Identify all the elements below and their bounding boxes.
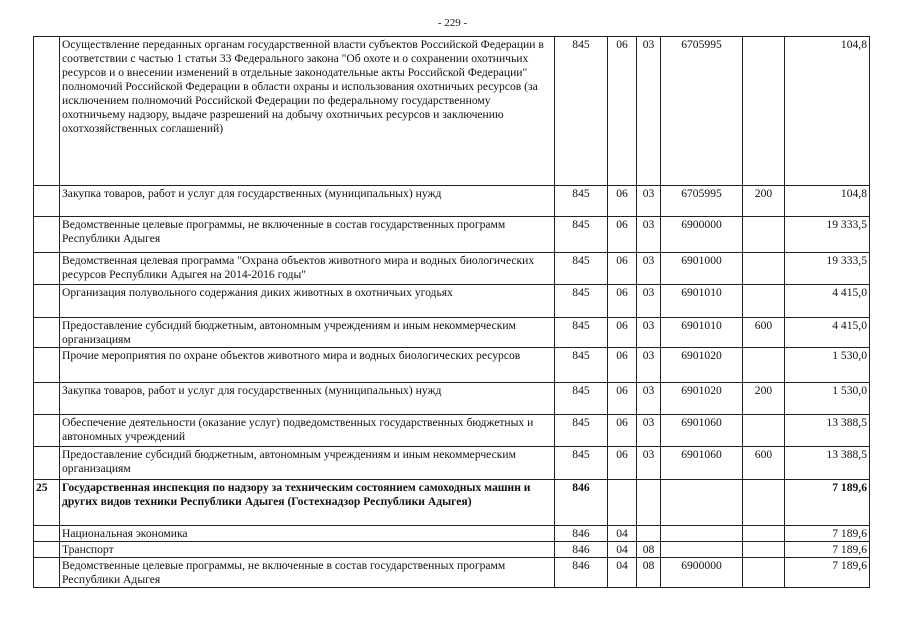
table-row <box>34 526 870 542</box>
budget-table <box>33 36 870 588</box>
row-name: Закупка товаров, работ и услуг для государственных (муниципальных) нужд <box>60 186 555 217</box>
row-pr-code: 08 <box>637 558 661 588</box>
row-vr-code <box>743 558 785 588</box>
row-amount: 4 415,0 <box>785 318 870 348</box>
row-pr-code: 03 <box>637 285 661 318</box>
row-amount: 7 189,6 <box>785 558 870 588</box>
row-index <box>34 253 60 285</box>
row-csr-code <box>661 542 743 558</box>
row-name: Ведомственная целевая программа "Охрана объектов животного мира и водных биологических ресурсов Республики Адыгея на 2014-2016 годы" <box>60 253 555 285</box>
row-vr-code: 600 <box>743 447 785 480</box>
row-csr-code: 6900000 <box>661 558 743 588</box>
row-rz-code: 06 <box>608 253 637 285</box>
table-row <box>34 37 870 186</box>
row-name: Предоставление субсидий бюджетным, автономным учреждениям и иным некоммерческим организациям <box>60 447 555 480</box>
row-amount: 13 388,5 <box>785 447 870 480</box>
row-name: Обеспечение деятельности (оказание услуг) подведомственных государственных бюджетных и автономных учреждений <box>60 415 555 447</box>
row-vr-code: 200 <box>743 383 785 415</box>
table-row <box>34 217 870 253</box>
table-row <box>34 318 870 348</box>
row-ved-code: 845 <box>555 447 608 480</box>
row-index <box>34 447 60 480</box>
row-csr-code <box>661 526 743 542</box>
table-row <box>34 253 870 285</box>
row-vr-code <box>743 480 785 526</box>
row-index <box>34 542 60 558</box>
row-ved-code: 846 <box>555 542 608 558</box>
row-csr-code: 6901060 <box>661 447 743 480</box>
row-vr-code <box>743 542 785 558</box>
row-rz-code: 04 <box>608 542 637 558</box>
row-csr-code: 6705995 <box>661 186 743 217</box>
row-rz-code: 06 <box>608 415 637 447</box>
row-csr-code: 6901010 <box>661 285 743 318</box>
row-ved-code: 845 <box>555 285 608 318</box>
row-name: Предоставление субсидий бюджетным, автономным учреждениям и иным некоммерческим организациям <box>60 318 555 348</box>
row-rz-code: 04 <box>608 558 637 588</box>
row-vr-code <box>743 348 785 383</box>
row-rz-code: 06 <box>608 348 637 383</box>
row-pr-code: 08 <box>637 542 661 558</box>
row-vr-code: 600 <box>743 318 785 348</box>
row-index <box>34 383 60 415</box>
table-row <box>34 186 870 217</box>
page-number: - 229 - <box>437 17 468 29</box>
row-amount: 7 189,6 <box>785 480 870 526</box>
row-index <box>34 186 60 217</box>
row-amount: 104,8 <box>785 37 870 186</box>
row-index <box>34 415 60 447</box>
table-row <box>34 542 870 558</box>
row-name: Транспорт <box>60 542 555 558</box>
row-pr-code: 03 <box>637 447 661 480</box>
row-pr-code: 03 <box>637 383 661 415</box>
row-amount: 1 530,0 <box>785 383 870 415</box>
row-vr-code <box>743 37 785 186</box>
row-pr-code <box>637 480 661 526</box>
row-amount: 13 388,5 <box>785 415 870 447</box>
row-ved-code: 845 <box>555 415 608 447</box>
row-index <box>34 285 60 318</box>
row-index: 25 <box>34 480 60 526</box>
row-rz-code: 06 <box>608 186 637 217</box>
table-row <box>34 383 870 415</box>
row-amount: 1 530,0 <box>785 348 870 383</box>
row-amount: 19 333,5 <box>785 217 870 253</box>
row-rz-code: 06 <box>608 447 637 480</box>
row-name: Осуществление переданных органам государственной власти субъектов Российской Федерации в соответствии с частью 1 статьи 33 Федерального закона "Об охоте и о сохранении охотничьих ресурсов и о внесении изменений в отдельные законодательные акты Российской Федерации" полномочий Российской Федерации в области охраны и использования охотничьих ресурсов (за исключением полномочий Российской Федерации по федеральному государственному охотничьему надзору, выдаче разрешений на добычу охотничьих ресурсов и заключению охотхозяйственных соглашений) <box>60 37 555 186</box>
row-name: Ведомственные целевые программы, не включенные в состав государственных программ Республики Адыгея <box>60 217 555 253</box>
row-pr-code: 03 <box>637 37 661 186</box>
row-ved-code: 845 <box>555 37 608 186</box>
row-pr-code: 03 <box>637 348 661 383</box>
table-row <box>34 480 870 526</box>
row-index <box>34 526 60 542</box>
row-amount: 4 415,0 <box>785 285 870 318</box>
row-ved-code: 845 <box>555 383 608 415</box>
row-amount: 104,8 <box>785 186 870 217</box>
row-pr-code: 03 <box>637 415 661 447</box>
row-amount: 7 189,6 <box>785 542 870 558</box>
row-index <box>34 37 60 186</box>
table-body <box>34 37 870 588</box>
row-name: Государственная инспекция по надзору за техническим состоянием самоходных машин и других видов техники Республики Адыгея (Гостехнадзор Республики Адыгея) <box>60 480 555 526</box>
row-pr-code: 03 <box>637 318 661 348</box>
row-rz-code <box>608 480 637 526</box>
row-csr-code: 6900000 <box>661 217 743 253</box>
row-ved-code: 846 <box>555 558 608 588</box>
row-csr-code: 6705995 <box>661 37 743 186</box>
row-ved-code: 845 <box>555 186 608 217</box>
row-ved-code: 846 <box>555 480 608 526</box>
row-csr-code: 6901000 <box>661 253 743 285</box>
row-pr-code: 03 <box>637 253 661 285</box>
table-row <box>34 447 870 480</box>
table-row <box>34 348 870 383</box>
row-amount: 7 189,6 <box>785 526 870 542</box>
row-csr-code: 6901020 <box>661 348 743 383</box>
row-csr-code: 6901010 <box>661 318 743 348</box>
row-csr-code: 6901020 <box>661 383 743 415</box>
row-vr-code: 200 <box>743 186 785 217</box>
row-vr-code <box>743 253 785 285</box>
row-rz-code: 06 <box>608 318 637 348</box>
row-vr-code <box>743 217 785 253</box>
row-vr-code <box>743 526 785 542</box>
row-ved-code: 845 <box>555 217 608 253</box>
row-rz-code: 06 <box>608 37 637 186</box>
row-name: Прочие мероприятия по охране объектов животного мира и водных биологических ресурсов <box>60 348 555 383</box>
row-index <box>34 348 60 383</box>
row-ved-code: 846 <box>555 526 608 542</box>
row-name: Закупка товаров, работ и услуг для государственных (муниципальных) нужд <box>60 383 555 415</box>
row-index <box>34 217 60 253</box>
row-csr-code: 6901060 <box>661 415 743 447</box>
row-name: Ведомственные целевые программы, не включенные в состав государственных программ Республики Адыгея <box>60 558 555 588</box>
row-ved-code: 845 <box>555 253 608 285</box>
row-rz-code: 06 <box>608 285 637 318</box>
row-vr-code <box>743 285 785 318</box>
row-amount: 19 333,5 <box>785 253 870 285</box>
row-vr-code <box>743 415 785 447</box>
row-rz-code: 06 <box>608 383 637 415</box>
row-index <box>34 318 60 348</box>
row-name: Организация полувольного содержания диких животных в охотничьих угодьях <box>60 285 555 318</box>
table-row <box>34 415 870 447</box>
table-row <box>34 558 870 588</box>
table-row <box>34 285 870 318</box>
row-csr-code <box>661 480 743 526</box>
row-name: Национальная экономика <box>60 526 555 542</box>
row-pr-code <box>637 526 661 542</box>
row-ved-code: 845 <box>555 318 608 348</box>
row-rz-code: 04 <box>608 526 637 542</box>
row-pr-code: 03 <box>637 186 661 217</box>
row-ved-code: 845 <box>555 348 608 383</box>
row-rz-code: 06 <box>608 217 637 253</box>
row-pr-code: 03 <box>637 217 661 253</box>
row-index <box>34 558 60 588</box>
